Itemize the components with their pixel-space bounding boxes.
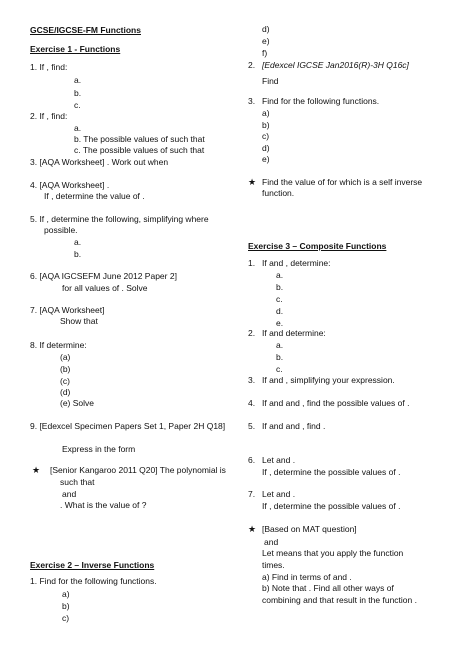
q8-part-d: (d) <box>60 387 71 397</box>
question-6-text: for all values of . Solve <box>62 283 148 293</box>
ex2-q1-b: b) <box>62 601 70 611</box>
exercise-1-heading: Exercise 1 - Functions <box>30 44 121 54</box>
ex3-question-5: If and and , find . <box>262 421 326 431</box>
ex3-q2-b: b. <box>276 352 284 362</box>
question-5-cont: possible. <box>44 225 78 235</box>
question-2: 2. If , find: <box>30 111 68 121</box>
question-9: 9. [Edexcel Specimen Papers Set 1, Paper 2H Q18] <box>30 421 226 431</box>
question-4: 4. [AQA Worksheet] . <box>30 180 110 190</box>
q8-part-e: (e) Solve <box>60 398 95 408</box>
q1-part-c: c. <box>74 100 81 110</box>
ex3-q4-number: 4. <box>248 398 256 408</box>
ex2-q1-f: f) <box>262 48 268 58</box>
q8-part-b: (b) <box>60 364 71 374</box>
kangaroo-line-4: . What is the value of ? <box>60 500 147 510</box>
page-title: GCSE/IGCSE-FM Functions <box>30 25 141 35</box>
kangaroo-line-3: and <box>62 489 77 499</box>
ex3-question-2: If and determine: <box>262 328 326 338</box>
q8-part-c: (c) <box>60 376 70 386</box>
ex3-q1-e: e. <box>276 318 284 328</box>
ex3-question-4: If and and , find the possible values of . <box>262 398 410 408</box>
q2-part-b: b. The possible values of such that <box>74 134 205 144</box>
q2-part-c: c. The possible values of such that <box>74 145 205 155</box>
self-inverse-question-cont: function. <box>262 188 295 198</box>
ex2-q2-find: Find <box>262 76 279 86</box>
question-5: 5. If , determine the following, simplifying where <box>30 214 209 224</box>
star-bullet-icon: ★ <box>32 465 41 475</box>
question-9-text: Express in the form <box>62 444 136 454</box>
ex3-q7-number: 7. <box>248 489 256 499</box>
ex2-q1-c: c) <box>62 613 70 623</box>
ex3-question-6-cont: If , determine the possible values of . <box>262 467 401 477</box>
ex2-q3-b: b) <box>262 120 270 130</box>
ex2-q1-e: e) <box>262 36 270 46</box>
ex2-q2-number: 2. <box>248 60 256 70</box>
mat-line-3: Let means that you apply the function <box>262 548 404 558</box>
ex2-q3-e: e) <box>262 154 270 164</box>
ex3-question-7: Let and . <box>262 489 296 499</box>
question-7: 7. [AQA Worksheet] <box>30 305 105 315</box>
q1-part-b: b. <box>74 88 82 98</box>
ex3-q1-b: b. <box>276 282 284 292</box>
mat-question: [Based on MAT question] <box>262 524 357 534</box>
ex3-q2-a: a. <box>276 340 284 350</box>
q8-part-a: (a) <box>60 352 71 362</box>
ex3-question-7-cont: If , determine the possible values of . <box>262 501 401 511</box>
question-8: 8. If determine: <box>30 340 87 350</box>
ex3-q2-number: 2. <box>248 328 256 338</box>
star-bullet-icon: ★ <box>248 524 257 534</box>
ex2-q3-d: d) <box>262 143 270 153</box>
q5-part-a: a. <box>74 237 82 247</box>
self-inverse-question: Find the value of for which is a self inverse <box>262 177 423 187</box>
ex3-q1-a: a. <box>276 270 284 280</box>
kangaroo-question: [Senior Kangaroo 2011 Q20] The polynomial is <box>50 465 226 475</box>
ex3-q1-number: 1. <box>248 258 256 268</box>
ex2-q1-d: d) <box>262 24 270 34</box>
exercise-2-heading: Exercise 2 – Inverse Functions <box>30 560 155 570</box>
q1-part-a: a. <box>74 75 82 85</box>
question-4-text: If , determine the value of . <box>44 191 145 201</box>
ex3-q5-number: 5. <box>248 421 256 431</box>
ex2-q3-c: c) <box>262 131 270 141</box>
q5-part-b: b. <box>74 249 82 259</box>
mat-line-4: times. <box>262 560 285 570</box>
ex3-q1-c: c. <box>276 294 283 304</box>
question-1: 1. If , find: <box>30 62 68 72</box>
ex3-question-3: If and , simplifying your expression. <box>262 375 395 385</box>
mat-line-7: combining and that result in the function . <box>262 595 417 605</box>
mat-line-6: b) Note that . Find all other ways of <box>262 583 394 593</box>
ex2-q1-a: a) <box>62 589 70 599</box>
ex3-q3-number: 3. <box>248 375 256 385</box>
kangaroo-line-2: such that <box>60 477 95 487</box>
question-7-text: Show that <box>60 316 98 326</box>
exercise-3-heading: Exercise 3 – Composite Functions <box>248 241 387 251</box>
ex2-question-3: Find for the following functions. <box>262 96 380 106</box>
ex2-question-1: 1. Find for the following functions. <box>30 576 157 586</box>
q2-part-a: a. <box>74 123 82 133</box>
question-3: 3. [AQA Worksheet] . Work out when <box>30 157 169 167</box>
ex3-q2-c: c. <box>276 364 283 374</box>
ex2-question-2: [Edexcel IGCSE Jan2016(R)-3H Q16c] <box>262 60 409 70</box>
ex3-question-6: Let and . <box>262 455 296 465</box>
ex3-question-1: If and , determine: <box>262 258 331 268</box>
mat-line-5: a) Find in terms of and . <box>262 572 352 582</box>
ex2-q3-number: 3. <box>248 96 256 106</box>
star-bullet-icon: ★ <box>248 177 257 187</box>
question-6: 6. [AQA IGCSEFM June 2012 Paper 2] <box>30 271 177 281</box>
ex3-q6-number: 6. <box>248 455 256 465</box>
ex3-q1-d: d. <box>276 306 284 316</box>
mat-line-2: and <box>264 537 279 547</box>
ex2-q3-a: a) <box>262 108 270 118</box>
